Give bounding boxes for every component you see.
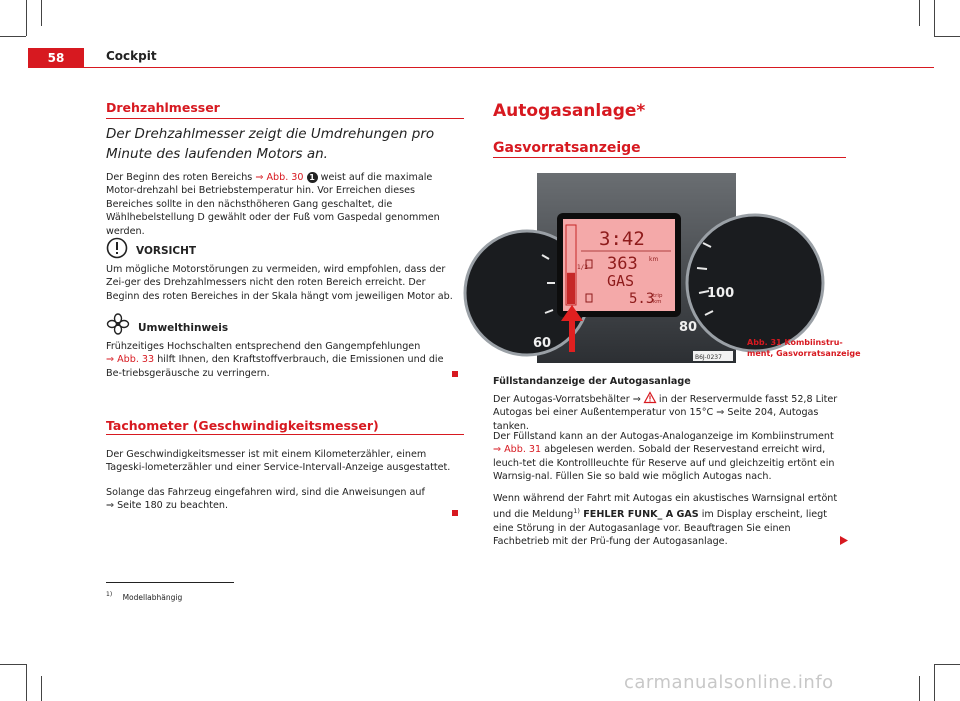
watermark: carmanualsonline.info xyxy=(624,672,834,693)
lcd-odometer: 363 xyxy=(607,254,638,274)
lcd-trip-unit-top: trip xyxy=(653,293,663,299)
speedo-paragraph-1: Der Geschwindigkeitsmesser ist mit einem Kilometerzähler, einem Tageski-lometerzähler und einer Service-Intervall-Anzeige ausgestattet. xyxy=(106,449,451,474)
fig33-link[interactable]: ⇒ Abb. 33 xyxy=(106,354,155,366)
crop-mark xyxy=(26,664,27,701)
env-heading: Umwelthinweis xyxy=(138,322,229,334)
caution-text: Um mögliche Motorstörungen zu vermeiden, wird empfohlen, dass der Zei-ger des Drehzahlmessers nicht den roten Bereich erreicht. Der Beginn des roten Bereiches in der Skala hängt vom jeweiligen Motor ab. xyxy=(106,264,453,302)
crop-mark xyxy=(934,36,960,37)
instrument-cluster-figure xyxy=(533,173,736,363)
crop-mark xyxy=(934,664,960,665)
warning-triangle-icon xyxy=(644,392,656,403)
rpm-heading-rule xyxy=(106,118,464,119)
fig30-link[interactable]: ⇒ Abb. 30 xyxy=(255,172,304,183)
gas-paragraph-2: Der Füllstand kann an der Autogas-Analoganzeige im Kombiinstrument ⇒ Abb. 31 abgelesen werden. Sobald der Reservestand erreicht wird, leuch-tet die Kontrollleuchte für Reserve auf und gleichzeitig ertönt ein Warnsig-nal. Füllen Sie so bald wie möglich Autogas nach. xyxy=(493,431,835,483)
crop-mark xyxy=(934,0,935,36)
caution-heading: VORSICHT xyxy=(136,245,197,257)
fig31-link[interactable]: ⇒ Abb. 31 xyxy=(493,444,542,456)
crop-mark xyxy=(919,676,920,701)
speedo-heading-rule xyxy=(106,434,464,435)
footnote-rule xyxy=(106,582,234,583)
crop-mark xyxy=(0,664,26,665)
dial-label: 80 xyxy=(679,320,698,335)
dial-label: 100 xyxy=(707,286,735,301)
page-number: 58 xyxy=(28,48,84,68)
figure-code: B6J-0237 xyxy=(695,354,722,361)
env-text: Frühzeitiges Hochschalten entsprechend den Gangempfehlungen ⇒ Abb. 33 hilft Ihnen, den Kraftstoffverbrauch, die Emissionen und die Be-triebsgeräusche zu verringern. xyxy=(106,341,444,379)
lcd-fuel-label: GAS xyxy=(607,272,635,290)
section-end-marker xyxy=(452,371,458,377)
lcd-time: 3:42 xyxy=(599,228,645,250)
crop-mark xyxy=(41,0,42,26)
flower-icon xyxy=(106,313,130,335)
caution-icon xyxy=(106,237,128,259)
section-end-marker xyxy=(452,510,458,516)
speedo-paragraph-2: Solange das Fahrzeug eingefahren wird, sind die Anweisungen auf ⇒ Seite 180 zu beachten. xyxy=(106,487,425,512)
speedo-heading: Tachometer (Geschwindigkeitsmesser) xyxy=(106,418,379,433)
gas-paragraph-1: Der Autogas-Vorratsbehälter ⇒ in der Reservermulde fasst 52,8 Liter Autogas bei einer Außentemperatur von 15°C ⇒ Seite 204, Autogas tanken. xyxy=(493,394,838,432)
crop-mark xyxy=(0,36,26,37)
figure-caption: Abb. 31 Kombiinstru- ment, Gasvorratsanzeige xyxy=(747,338,861,358)
lcd-odometer-unit: km xyxy=(649,256,659,263)
rpm-paragraph: Der Beginn des roten Bereichs ⇒ Abb. 30 1 weist auf die maximale Motor-drehzahl bei Betriebstemperatur hin. Vor Erreichen dieses Bereiches sollte in den nächsthöheren Gang geschaltet, die Wählhebelstellung D gewählt oder der Fuß vom Gaspedal genommen werden. xyxy=(106,172,440,237)
lcd-trip-unit-bottom: km xyxy=(653,299,662,305)
continue-arrow-icon xyxy=(840,536,848,545)
footnote: $^{1)}$ Modellabhängig xyxy=(106,591,183,602)
gas-gauge-heading: Gasvorratsanzeige xyxy=(493,140,641,156)
gauge-half-mark: 1/2 xyxy=(577,264,588,271)
crop-mark xyxy=(919,0,920,26)
fill-level-heading: Füllstandanzeige der Autogasanlage xyxy=(493,376,691,387)
lcd-trip: 5.3 xyxy=(629,291,655,307)
gas-system-title: Autogasanlage* xyxy=(493,101,646,121)
crop-mark xyxy=(41,676,42,701)
rpm-lead: Der Drehzahlmesser zeigt die Umdrehungen pro Minute des laufenden Motors an. xyxy=(106,126,435,162)
gas-level-fill xyxy=(567,273,575,304)
callout-1-icon: 1 xyxy=(307,172,318,183)
gas-paragraph-3: Wenn während der Fahrt mit Autogas ein akustisches Warnsignal ertönt und die Meldung$^{1)}$ FEHLER FUNK_ A GAS im Display erscheint, liegt eine Störung in der Autogasanlage vor. Beauftragen Sie einen Fachbetrieb mit der Prü-fung der Autogasanlage. xyxy=(493,493,838,548)
chapter-title: Cockpit xyxy=(106,49,157,63)
rpm-heading: Drehzahlmesser xyxy=(106,100,220,115)
crop-mark xyxy=(934,664,935,701)
header-rule xyxy=(84,67,934,68)
crop-mark xyxy=(26,0,27,36)
gas-heading-rule xyxy=(493,157,846,158)
dial-label: 60 xyxy=(533,336,552,351)
